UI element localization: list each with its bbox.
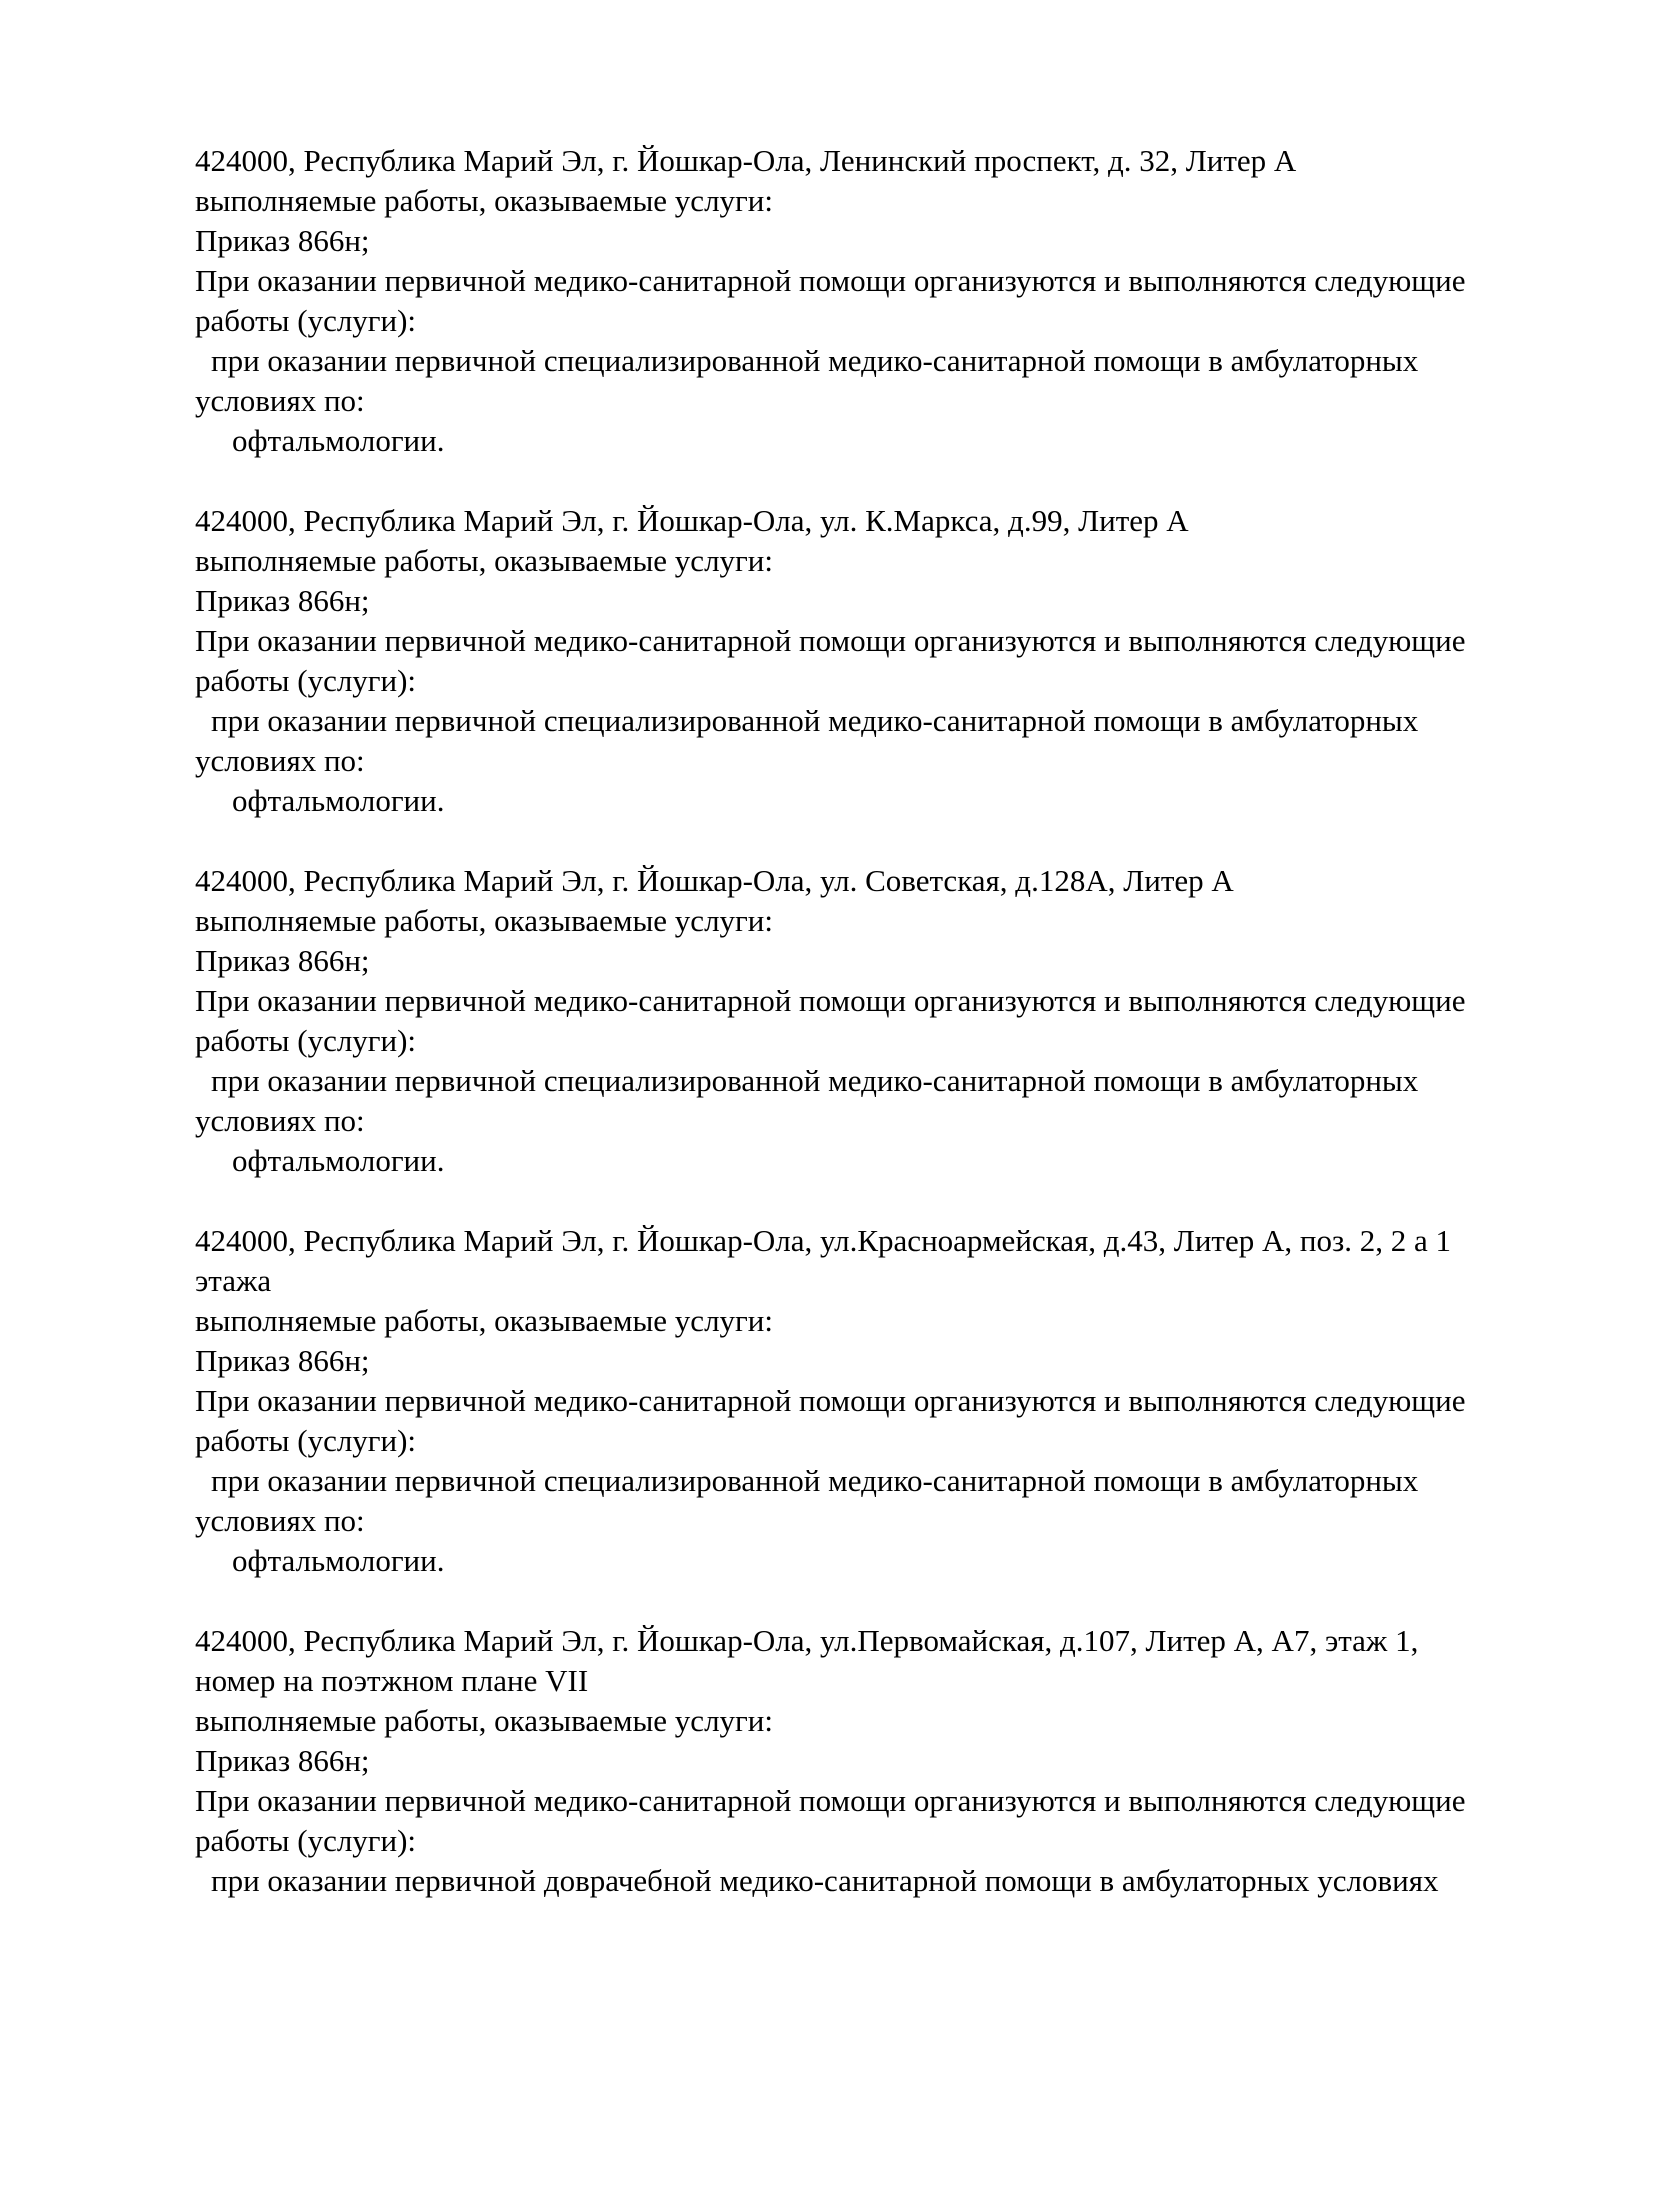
license-address-entry — [195, 861, 1535, 1181]
document-line: выполняемые работы, оказываемые услуги: — [195, 903, 773, 938]
document-line: выполняемые работы, оказываемые услуги: — [195, 1303, 773, 1338]
address-line: этажа — [195, 1263, 272, 1298]
document-line: При оказании первичной медико-санитарной помощи организуются и выполняются следующие — [195, 1783, 1466, 1818]
license-address-entry — [195, 1621, 1535, 1901]
address-line: 424000, Республика Марий Эл, г. Йошкар-Ола, ул.Первомайская, д.107, Литер А, А7, этаж 1, — [195, 1623, 1419, 1658]
document-line: работы (услуги): — [195, 1423, 417, 1458]
document-line: офтальмологии. — [232, 423, 445, 458]
document-line: Приказ 866н; — [195, 583, 370, 618]
document-line: офтальмологии. — [232, 783, 445, 818]
document-line: при оказании первичной специализированной медико-санитарной помощи в амбулаторных — [211, 703, 1419, 738]
document-line: офтальмологии. — [232, 1543, 445, 1578]
document-line: работы (услуги): — [195, 1823, 417, 1858]
document-line: Приказ 866н; — [195, 1343, 370, 1378]
document-line: работы (услуги): — [195, 1023, 417, 1058]
document-line: при оказании первичной специализированной медико-санитарной помощи в амбулаторных — [211, 1463, 1419, 1498]
address-line: 424000, Республика Марий Эл, г. Йошкар-Ола, Ленинский проспект, д. 32, Литер А — [195, 143, 1297, 178]
license-address-entry — [195, 141, 1535, 461]
document-line: при оказании первичной специализированной медико-санитарной помощи в амбулаторных — [211, 343, 1419, 378]
document-line: Приказ 866н; — [195, 1743, 370, 1778]
document-line: работы (услуги): — [195, 663, 417, 698]
document-line: условиях по: — [195, 1103, 365, 1138]
document-line: условиях по: — [195, 383, 365, 418]
address-line: 424000, Республика Марий Эл, г. Йошкар-Ола, ул.Красноармейская, д.43, Литер А, поз. 2, 2 а 1 — [195, 1223, 1451, 1258]
document-line: офтальмологии. — [232, 1143, 445, 1178]
address-line: 424000, Республика Марий Эл, г. Йошкар-Ола, ул. К.Маркса, д.99, Литер А — [195, 503, 1189, 538]
document-line: условиях по: — [195, 743, 365, 778]
document-line: выполняемые работы, оказываемые услуги: — [195, 543, 773, 578]
document-line: условиях по: — [195, 1503, 365, 1538]
document-line: выполняемые работы, оказываемые услуги: — [195, 1703, 773, 1738]
license-address-entry — [195, 1221, 1535, 1581]
license-text-content — [195, 141, 1535, 1941]
document-line: При оказании первичной медико-санитарной помощи организуются и выполняются следующие — [195, 1383, 1466, 1418]
document-line: при оказании первичной специализированной медико-санитарной помощи в амбулаторных — [211, 1063, 1419, 1098]
document-line: При оказании первичной медико-санитарной помощи организуются и выполняются следующие — [195, 623, 1466, 658]
address-line: номер на поэтжном плане VII — [195, 1663, 589, 1698]
document-line: работы (услуги): — [195, 303, 417, 338]
document-line: Приказ 866н; — [195, 223, 370, 258]
document-line: при оказании первичной доврачебной медико-санитарной помощи в амбулаторных условиях — [211, 1863, 1439, 1898]
document-line: При оказании первичной медико-санитарной помощи организуются и выполняются следующие — [195, 983, 1466, 1018]
address-line: 424000, Республика Марий Эл, г. Йошкар-Ола, ул. Советская, д.128А, Литер А — [195, 863, 1234, 898]
document-line: выполняемые работы, оказываемые услуги: — [195, 183, 773, 218]
document-line: Приказ 866н; — [195, 943, 370, 978]
document-line: При оказании первичной медико-санитарной помощи организуются и выполняются следующие — [195, 263, 1466, 298]
license-address-entry — [195, 501, 1535, 821]
